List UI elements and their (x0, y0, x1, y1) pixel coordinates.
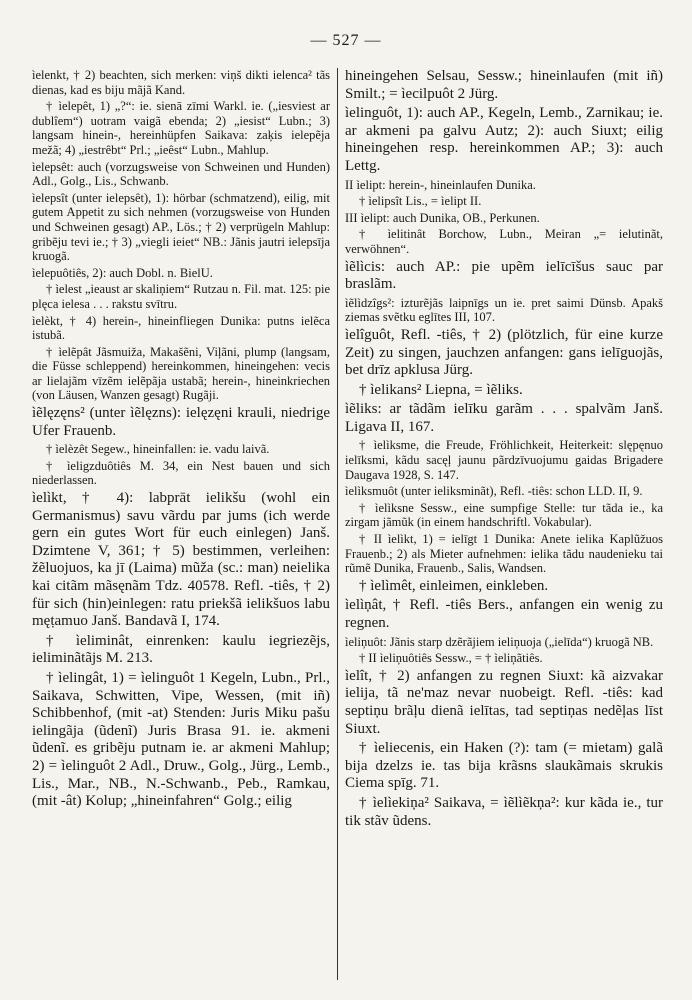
dictionary-entry: † ìelitinât Borchow, Lubn., Meiran „= ielutinãt, verwöhnen“. (345, 227, 663, 256)
dictionary-entry: ìelîguôt, Refl. -tiês, † 2) (plötzlich, für eine kurze Zeit) zu singen, jauchzen anfangen: gans ielīguojãs, bet drīz apklusa Jürg. (345, 326, 663, 379)
dictionary-entry: † ìelèzêt Segew., hineinfallen: ie. vadu laivã. (46, 442, 270, 457)
dictionary-entry: ìelît, † 2) anfangen zu regnen Siuxt: kã aizvakar ielija, tã ne'maz nevar nuobeigt. Refl. -tiês: kad septiņu brãļu dienã ielītas, tad septiņas nedẽļas līst Siuxt. (345, 667, 663, 737)
dictionary-entry: † ìeligzduôtiês M. 34, ein Nest bauen und sich niederlassen. (32, 458, 330, 488)
dictionary-entry: † II ìeliņuôtiês Sessw., = † ìeliņãtiês. (359, 651, 543, 666)
dictionary-entry: ìẽlìdzîgs²: izturẽjãs laipnīgs un ie. pret saimi Dünsb. Apakš ziemas svẽtku eglītes III, 107. (345, 295, 663, 325)
page-number: — 527 — (310, 32, 382, 49)
dictionary-entry: † II ìelìkt, 1) = ielīgt 1 Dunika: Anete ielika Kaplũžuos Frauenb.; 2) als Mieter aufnehmen: ielika tãdu naudenieku tai rũmẽ Dunika, Frauenb., Salis, Wandsen. (345, 532, 663, 576)
dictionary-entry: † ìelikans² Liepna, = ìẽliks. (359, 381, 523, 398)
dictionary-entry: † ìelipsît Lis., = ìelipt II. (359, 194, 482, 209)
dictionary-entry: ìẽlęzęns² (unter ìẽlęzns): ielęzęni krauli, niedrige Ufer Frauenb. (32, 405, 330, 439)
dictionary-entry: II ìelipt: herein-, hineinlaufen Dunika. (345, 177, 536, 192)
dictionary-entry: † ìelest „ieaust ar skaliņiem“ Rutzau n. Fil. mat. 125: pie plęca ielesa . . . rakstu svītru. (32, 282, 330, 311)
dictionary-entry: † ìelìksne Sessw., eine sumpfige Stelle: tur tãda ie., ka zirgam jãmũk (in einem handschriftl. Vokabular). (345, 500, 663, 530)
dictionary-entry: ìeliņuôt: Jãnis starp dzẽrãjiem ieliņuoja („ielīda“) kruogã NB. (345, 634, 654, 649)
dictionary-entry: † ìelìksme, die Freude, Fröhlichkeit, Heiterkeit: slępęnuo ielīksmi, kãdu sacęļ jaunu pãrdzīvuojumu gaidas Brigadere Daugava 1928, S. 147. (345, 438, 663, 482)
dictionary-entry: ìẽlìcis: auch AP.: pie upẽm ielīcīšus sauc par braslãm. (345, 258, 663, 293)
dictionary-entry: † ìelìekiņa² Saikava, = ìẽlìẽkņa²: kur kãda ie., tur tik stãv ũdens. (345, 794, 663, 829)
dictionary-entry: ìẽliks: ar tãdãm ielīku garãm . . . spalvãm Janš. Ligava II, 167. (345, 401, 663, 435)
dictionary-entry: † ìelingât, 1) = ìelinguôt 1 Kegeln, Lubn., Prl., Saikava, Schwitten, Vipe, Wessen, (mit iñ) Schibbenhof, (mit -at) Stenden: Juris Miku pašu ielingãja (ũdenĩ) Juris Brasa 91. ie. akmeni ũdenĩ. es gribẽju putnam ie. ar akmeni Mahlup; 2) = ìelinguôt 2 Adl., Druw., Golg., Jürg., Lemb., Lis., Mar., NB., N.-Schwanb., Peb., Ramkau, (mit -ât) Kolup; „hineinfahren“ Golg.; eilig (32, 669, 330, 810)
dictionary-entry: ìelìņât, † Refl. -tiês Bers., anfangen ein wenig zu regnen. (345, 597, 663, 631)
dictionary-entry: † ìelepêt, 1) „?“: ie. sienā zīmi Warkl. ie. („iesviest ar dublîem“) uotram vaigã ebenda; 2) „iesist“ Lubn.; 3) langsam hinein-, hereinhüpfen Saikava: zaķis ielepẽja mežã; 4) „iestrêbt“ Prl.; „ieêst“ Lubn., Mahlup. (32, 99, 330, 157)
dictionary-entry: ìelepuôtiês, 2): auch Dobl. n. BielU. (32, 265, 213, 280)
dictionary-entry: † ìeliecenis, ein Haken (?): tam (= mietam) galã bija dzelzs ie. tas bija krãsns slaukãmais skrukis Ciema spīg. 71. (345, 740, 663, 792)
dictionary-entry: † ìeliminât, einrenken: kaulu iegriezẽjs, ieliminãtãjs M. 213. (32, 632, 330, 667)
dictionary-entry: ìelepsêt: auch (vorzugsweise von Schweinen und Hunden) Adl., Golg., Lis., Schwanb. (32, 159, 330, 189)
dictionary-entry: † ìelìmêt, einleimen, einkleben. (359, 577, 549, 594)
dictionary-entry: III ìelipt: auch Dunika, OB., Perkunen. (345, 210, 540, 225)
dictionary-entry: ìelèkt, † 4) herein-, hineinfliegen Dunika: putns ielẽca istubã. (32, 313, 330, 343)
dictionary-entry: ìelìksmuôt (unter ieliksminãt), Refl. -tiês: schon LLD. II, 9. (345, 484, 643, 499)
column-divider (337, 68, 338, 980)
right-column (345, 68, 663, 832)
dictionary-entry: † ìelẽpât Jãsmuiža, Makašẽni, Viļãni, plump (langsam, die Füsse schleppend) hereinkommen, hineingehen: vecis ar lielajãm vīzẽm ielẽpãja ustabã; herein-, hineinkriechen (von Läusen, Wanzen gesagt) Rugãji. (32, 344, 330, 403)
dictionary-entry: ìelepsît (unter ielepsêt), 1): hörbar (schmatzend), eilig, mit gutem Appetit zu sich nehmen (vorzugsweise von Hunden und Schweinen gesagt) AP., Lös.; † 2) verprügeln Mahlup: gribẽju tevi ie.; † 3) „viegli ieiet“ NB.: Jãnis jautri ielepsīja kruogã. (32, 190, 330, 264)
left-column (32, 68, 330, 813)
dictionary-entry: ìelìkt, † 4): labprāt ielikšu (wohl ein Germanismus) savu vãrdu par jums (ich werde gern ein gutes Wort für euch einlegen) Janš. Dzimtene V, 361; † 5) bestimmen, verleihen: žẽluojuos, ka jī (Laima) mũža (sc.: man) neielika kai citãm mãsęnãm Tdz. 40578. Refl. -tiês, † 2) für sich (hin)einlegen: ratu priekšã ielikšuos labu męṭamuo Janš. Bandavã I, 174. (32, 490, 330, 630)
dictionary-entry: ìelinguôt, 1): auch AP., Kegeln, Lemb., Zarnikau; ie. ar akmeni pa galvu Autz; 2): auch Siuxt; eilig hineingehen resp. hereinkommen AP.; 3): auch Lettg. (345, 105, 663, 174)
dictionary-entry: hineingehen Selsau, Sessw.; hineinlaufen (mit iñ) Smilt.; = ìecilpuôt 2 Jürg. (345, 68, 663, 102)
dictionary-entry: ìelenkt, † 2) beachten, sich merken: viņš dikti ielenca² tãs dienas, kad es biju mãjã Kand. (32, 68, 330, 97)
